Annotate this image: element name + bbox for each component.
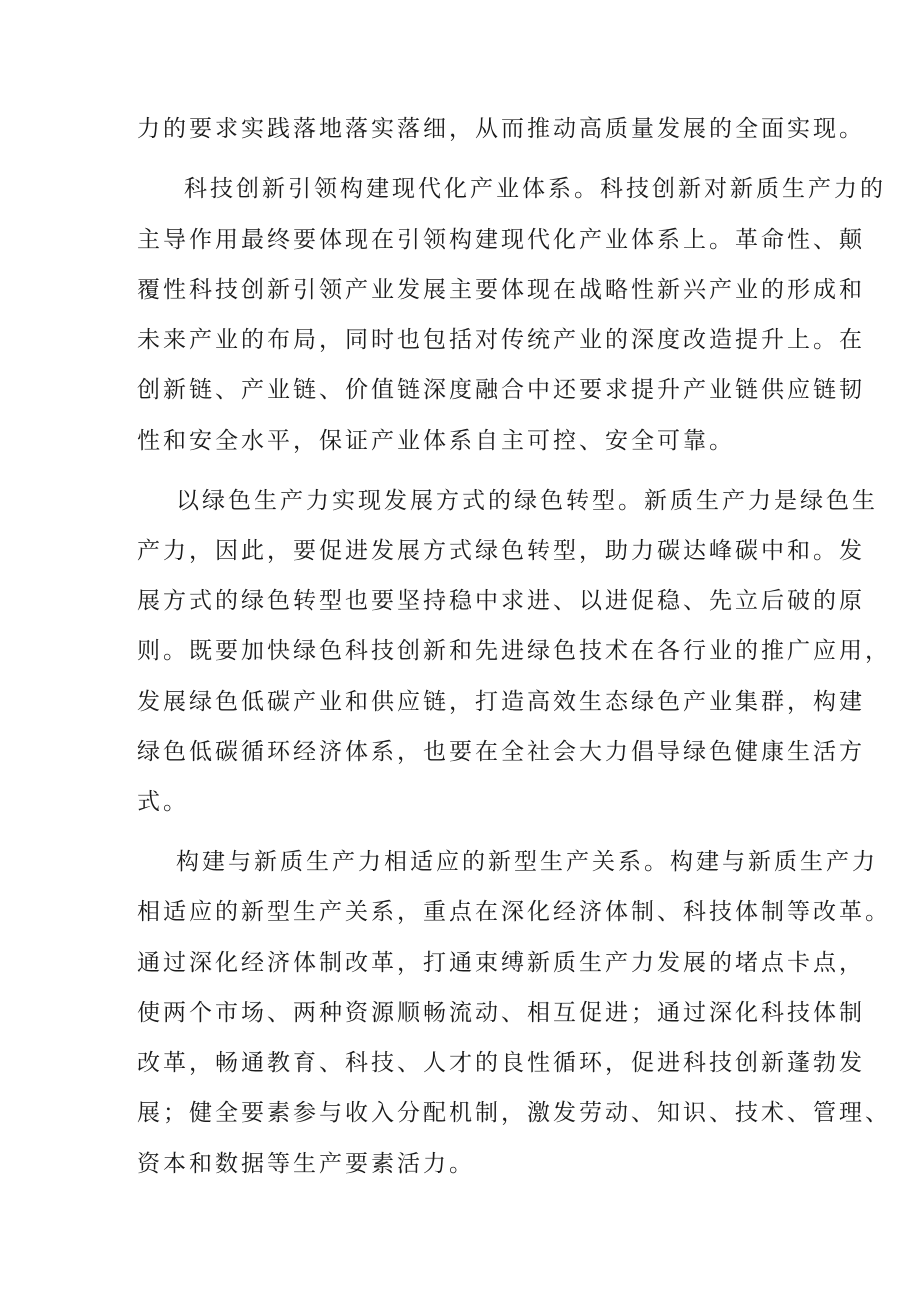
text-line: 未来产业的布局，同时也包括对传统产业的深度改造提升上。在 [137,327,865,353]
text-line: 性和安全水平，保证产业体系自主可控、安全可靠。 [137,428,735,454]
text-line: 构建与新质生产力相适应的新型生产关系。构建与新质生产力 [176,849,878,875]
text-line: 发展绿色低碳产业和供应链，打造高效生态绿色产业集群，构建 [137,689,865,715]
text-line: 展方式的绿色转型也要坚持稳中求进、以进促稳、先立后破的原 [137,588,865,614]
text-line: 力的要求实践落地落实落细，从而推动高质量发展的全面实现。 [137,116,865,142]
text-line: 改革，畅通教育、科技、人才的良性循环，促进科技创新蓬勃发 [137,1050,865,1076]
text-line: 式。 [137,789,189,815]
text-line: 使两个市场、两种资源顺畅流动、相互促进；通过深化科技体制 [137,1000,865,1026]
text-line: 主导作用最终要体现在引领构建现代化产业体系上。革命性、颠 [137,227,865,253]
text-line: 展；健全要素参与收入分配机制，激发劳动、知识、技术、管理、 [137,1100,891,1126]
text-line: 覆性科技创新引领产业发展主要体现在战略性新兴产业的形成和 [137,277,865,303]
text-line: 产力，因此，要促进发展方式绿色转型，助力碳达峰碳中和。发 [137,538,865,564]
text-line: 以绿色生产力实现发展方式的绿色转型。新质生产力是绿色生 [176,488,878,514]
text-line: 则。既要加快绿色科技创新和先进绿色技术在各行业的推广应用， [137,638,891,664]
text-line: 相适应的新型生产关系，重点在深化经济体制、科技体制等改革。 [137,899,891,925]
text-line: 资本和数据等生产要素活力。 [137,1151,475,1177]
text-line: 创新链、产业链、价值链深度融合中还要求提升产业链供应链韧 [137,377,865,403]
text-line: 绿色低碳循环经济体系，也要在全社会大力倡导绿色健康生活方 [137,739,865,765]
text-line: 科技创新引领构建现代化产业体系。科技创新对新质生产力的 [184,176,886,202]
text-line: 通过深化经济体制改革，打通束缚新质生产力发展的堵点卡点， [137,950,865,976]
